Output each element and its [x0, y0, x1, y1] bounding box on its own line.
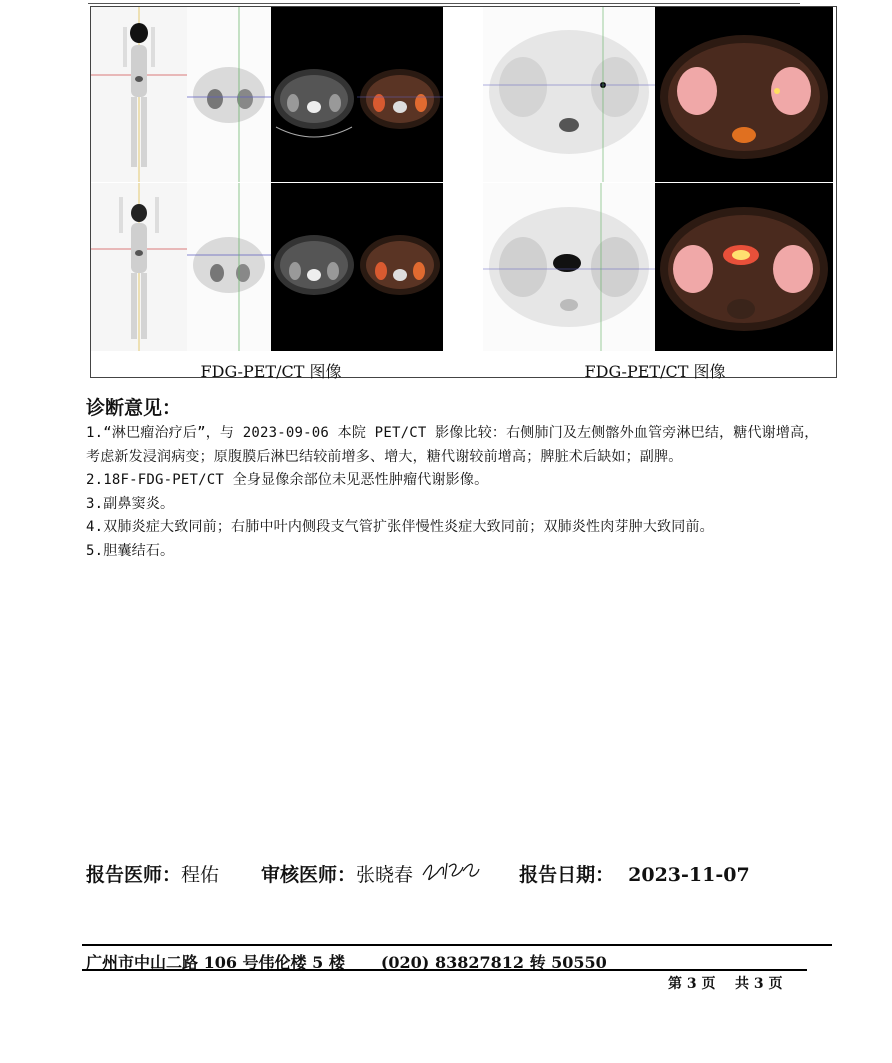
doctor-name: 程佑	[181, 864, 220, 886]
diagnosis-item: 3.副鼻窦炎。	[86, 495, 175, 512]
image-caption-right: FDG-PET/CT 图像	[584, 362, 726, 381]
ct-axial-2	[271, 183, 357, 351]
handwritten-signature	[419, 857, 481, 885]
pet-axial-1	[187, 7, 271, 182]
report-date: 2023-11-07	[628, 864, 750, 886]
footer-rule-bottom	[82, 969, 807, 971]
diagnosis-item: 2.18F-FDG-PET/CT 全身显像余部位未见恶性肿瘤代谢影像。	[86, 472, 489, 488]
pet-pelvis-2	[483, 183, 655, 351]
whole-body-mip-2	[91, 183, 187, 351]
whole-body-mip-1	[91, 7, 187, 182]
ct-axial-1	[271, 7, 357, 182]
fusion-pelvis-1	[655, 7, 833, 182]
report-signature-row	[86, 857, 750, 887]
date-label: 报告日期：	[519, 864, 615, 886]
diagnosis-item: 5.胆囊结石。	[86, 542, 175, 559]
footer-address: 广州市中山二路 106 号伟伦楼 5 楼	[86, 953, 345, 972]
fusion-pelvis-2	[655, 183, 833, 351]
page-number: 第 3 页 共 3 页	[668, 976, 783, 992]
diagnosis-title: 诊断意见：	[86, 397, 182, 419]
diagnosis-list	[86, 422, 831, 563]
fusion-axial-2	[357, 183, 443, 351]
pet-ct-image-grid	[90, 6, 837, 381]
image-caption-left: FDG-PET/CT 图像	[200, 362, 342, 381]
diagnosis-item: 1.“淋巴瘤治疗后”，与 2023-09-06 本院 PET/CT 影像比较：右侧肺门及左侧髂外血管旁淋巴结，糖代谢增高，考虑新发浸润病变；原腹膜后淋巴结较前增多、增大，糖代谢较前增高；脾脏术后缺如；副脾。	[86, 425, 819, 465]
doctor-label: 报告医师：	[86, 864, 182, 886]
fusion-axial-1	[357, 7, 443, 182]
footer-rule-top	[82, 944, 832, 946]
reviewer-label: 审核医师：	[261, 864, 357, 886]
top-rule	[88, 0, 800, 4]
footer-phone: (020) 83827812 转 50550	[380, 953, 607, 972]
reviewer-name: 张晓春	[356, 864, 414, 886]
pet-pelvis-1	[483, 7, 655, 182]
diagnosis-item: 4.双肺炎症大致同前；右肺中叶内侧段支气管扩张伴慢性炎症大致同前；双肺炎性肉芽肿大致同前。	[86, 519, 714, 535]
pet-axial-2	[187, 183, 271, 351]
